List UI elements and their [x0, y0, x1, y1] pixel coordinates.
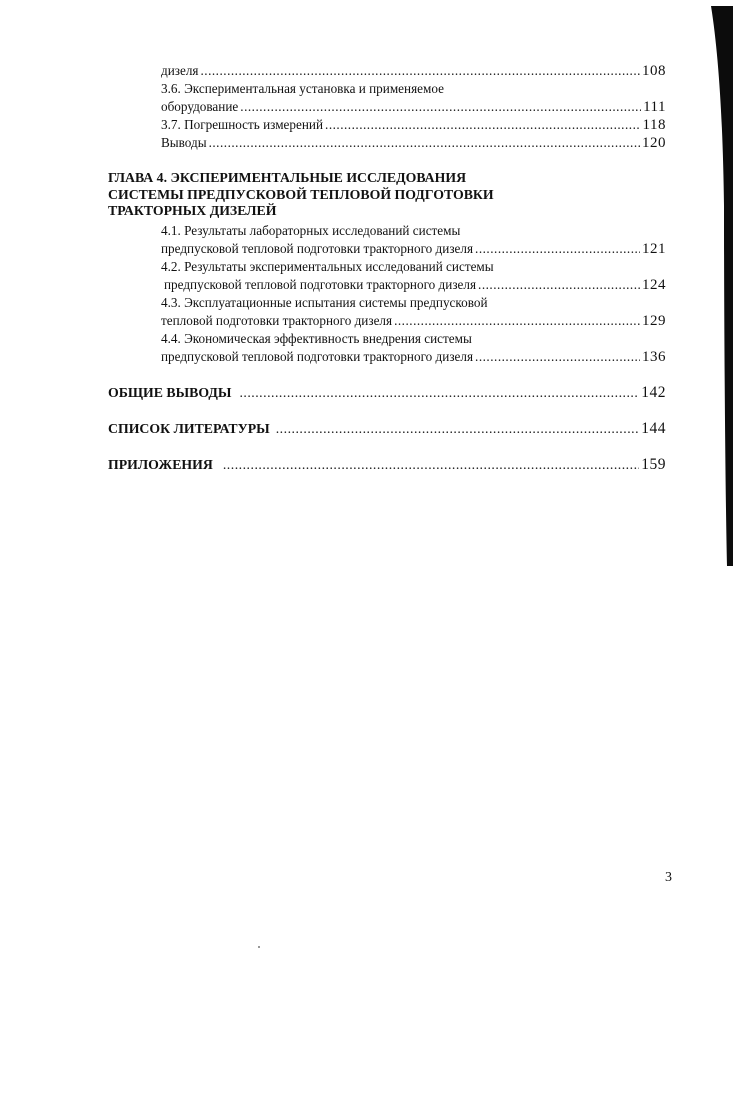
toc-section-title: ПРИЛОЖЕНИЯ [108, 456, 213, 472]
toc-section-title: СПИСОК ЛИТЕРАТУРЫ [108, 420, 270, 436]
toc-entry-title-line: 4.4. Экономическая эффективность внедрения системы [161, 330, 472, 346]
scan-binding-shadow [705, 6, 733, 566]
toc-page-number: 118 [642, 117, 666, 133]
toc-section-general-conclusions [108, 384, 666, 402]
toc-entry-title: предпусковой тепловой подготовки тракторного дизеля [161, 240, 474, 256]
toc-entry-title: тепловой подготовки тракторного дизеля [161, 312, 393, 328]
dot-leader [325, 116, 641, 134]
toc-page-number: 124 [642, 276, 666, 293]
dot-leader [394, 312, 640, 330]
toc-entry-title: предпусковой тепловой подготовки тракторного дизеля [164, 276, 477, 292]
dot-leader [478, 276, 640, 294]
toc-page-number: 142 [641, 383, 666, 401]
toc-page-number: 136 [642, 348, 666, 365]
toc-entry-title: дизеля [161, 63, 199, 78]
dot-leader [240, 98, 641, 116]
toc-section-appendices [108, 456, 666, 474]
toc-entry-title-line: 4.2. Результаты экспериментальных исследований системы [161, 258, 494, 274]
toc-entry-4-4 [161, 330, 666, 366]
toc-entry-4-3 [161, 294, 666, 330]
chapter-4-heading [108, 170, 666, 220]
toc-entry-title: оборудование [161, 99, 239, 114]
chapter-heading-line: ГЛАВА 4. ЭКСПЕРИМЕНТАЛЬНЫЕ ИССЛЕДОВАНИЯ [108, 170, 467, 185]
dot-leader [239, 384, 639, 402]
toc-entry-title-line: 4.1. Результаты лабораторных исследований системы [161, 222, 461, 238]
dot-leader [475, 240, 640, 258]
toc-page-number: 144 [641, 419, 666, 437]
chapter-heading-line: СИСТЕМЫ ПРЕДПУСКОВОЙ ТЕПЛОВОЙ ПОДГОТОВКИ [108, 186, 494, 202]
toc-page-number: 129 [642, 312, 666, 329]
toc-entry-title: Выводы [161, 135, 207, 150]
dot-leader [223, 456, 639, 474]
toc-entry-4-1 [161, 222, 666, 258]
toc-entry-3-6 [161, 80, 666, 116]
dot-leader [209, 134, 640, 152]
chapter-heading-line: ТРАКТОРНЫХ ДИЗЕЛЕЙ [108, 203, 277, 218]
toc-section-references [108, 420, 666, 438]
toc-page-number: 108 [642, 63, 666, 79]
toc-page-number: 159 [641, 455, 666, 473]
page-number: 3 [665, 870, 672, 885]
dot-leader [200, 62, 640, 80]
toc-entry-title: 3.7. Погрешность измерений [161, 117, 324, 132]
toc-page-number: 120 [642, 135, 666, 151]
toc-entry-title-line: 3.6. Экспериментальная установка и применяемое [161, 81, 444, 96]
toc-entry-title: предпусковой тепловой подготовки тракторного дизеля [161, 348, 474, 364]
dot-leader [475, 348, 640, 366]
toc-page-number: 111 [643, 99, 666, 115]
scan-speck [258, 946, 260, 948]
toc-entry-3-7 [161, 116, 666, 134]
toc-entry-engine-continuation [161, 62, 666, 80]
binding-shadow-graphic [705, 6, 733, 566]
toc-page-number: 121 [642, 240, 666, 257]
toc-entry-4-2 [161, 258, 666, 294]
toc-entry-title-line: 4.3. Эксплуатационные испытания системы предпусковой [161, 294, 488, 310]
toc-section-title: ОБЩИЕ ВЫВОДЫ [108, 384, 232, 400]
toc-entry-conclusions [161, 134, 666, 152]
dot-leader [276, 420, 640, 438]
table-of-contents [108, 62, 666, 474]
